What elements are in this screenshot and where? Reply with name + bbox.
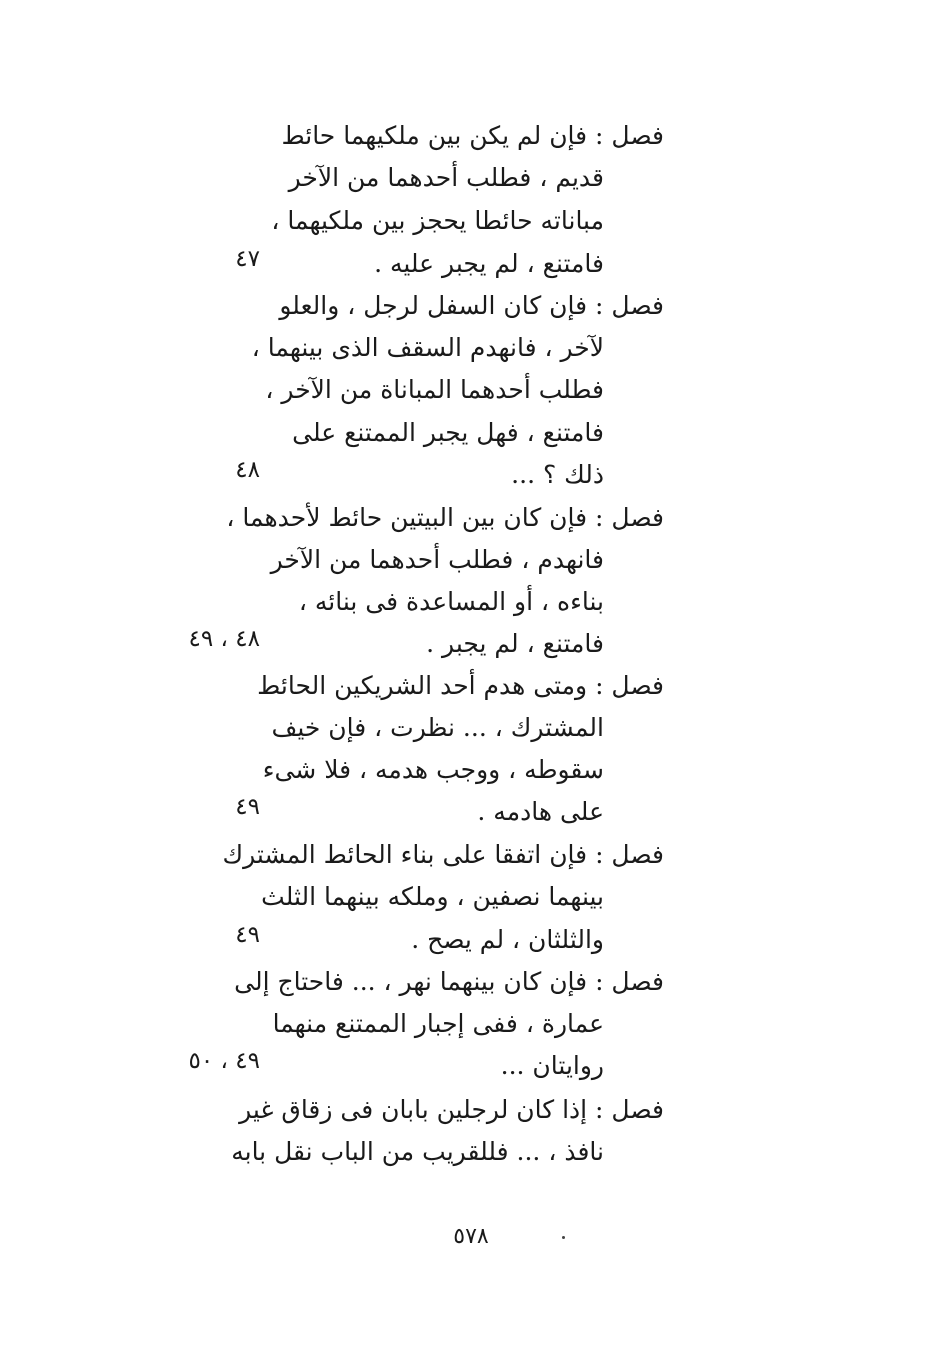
section-4-line-1: فصل : ومتى هدم أحد الشريكين الحائط — [257, 671, 664, 700]
section-4-line-2: المشترك ، ... نظرت ، فإن خيف — [271, 713, 604, 742]
section-3-line-1: فصل : فإن كان بين البيتين حائط لأحدهما ، — [226, 503, 664, 532]
section-5-line-1: فصل : فإن اتفقا على بناء الحائط المشترك — [222, 840, 664, 869]
section-2-line-3: فطلب أحدهما المباناة من الآخر ، — [265, 375, 604, 404]
section-2-reference: ٤٨ — [235, 457, 260, 483]
section-3-line-2: فانهدم ، فطلب أحدهما من الآخر — [270, 545, 604, 574]
section-4-reference: ٤٩ — [235, 794, 260, 820]
section-6-reference: ٤٩ ، ٥٠ — [188, 1048, 260, 1074]
section-7-line-2: نافذ ، ... فللقريب من الباب نقل بابه — [231, 1137, 604, 1166]
section-2-line-4: فامتنع ، فهل يجبر الممتنع على — [292, 418, 604, 447]
page-number: ٥٧٨ — [453, 1224, 489, 1249]
section-1-line-2: قديم ، فطلب أحدهما من الآخر — [288, 163, 604, 192]
section-5-line-2: بينهما نصفين ، وملكه بينهما الثلث — [261, 882, 604, 911]
section-6-line-2: عمارة ، ففى إجبار الممتنع منهما — [272, 1009, 604, 1038]
section-2-line-2: لآخر ، فانهدم السقف الذى بينهما ، — [251, 333, 604, 362]
section-1-line-1: فصل : فإن لم يكن بين ملكيهما حائط — [281, 121, 664, 150]
section-1-reference: ٤٧ — [235, 246, 260, 272]
ink-speck — [562, 1236, 565, 1239]
section-5-reference: ٤٩ — [235, 922, 260, 948]
section-2-line-1: فصل : فإن كان السفل لرجل ، والعلو — [279, 291, 664, 320]
section-3-reference: ٤٨ ، ٤٩ — [188, 626, 260, 652]
section-6-line-1: فصل : فإن كان بينهما نهر ، ... فاحتاج إلى — [234, 967, 664, 996]
section-3-line-4: فامتنع ، لم يجبر . — [426, 629, 604, 658]
section-4-line-3: سقوطه ، ووجب هدمه ، فلا شىء — [262, 755, 604, 784]
section-5-line-3: والثلثان ، لم يصح . — [411, 925, 604, 954]
section-2-line-5: ذلك ؟ ... — [511, 460, 604, 489]
section-7-line-1: فصل : إذا كان لرجلين بابان فى زقاق غير — [239, 1095, 664, 1124]
section-4-line-4: على هادمه . — [477, 797, 604, 826]
section-1-line-3: مباناته حائطا يحجز بين ملكيهما ، — [271, 206, 604, 235]
section-3-line-3: بناءه ، أو المساعدة فى بنائه ، — [298, 587, 604, 616]
section-1-line-4: فامتنع ، لم يجبر عليه . — [374, 249, 604, 278]
section-6-line-3: روايتان ... — [500, 1051, 604, 1080]
